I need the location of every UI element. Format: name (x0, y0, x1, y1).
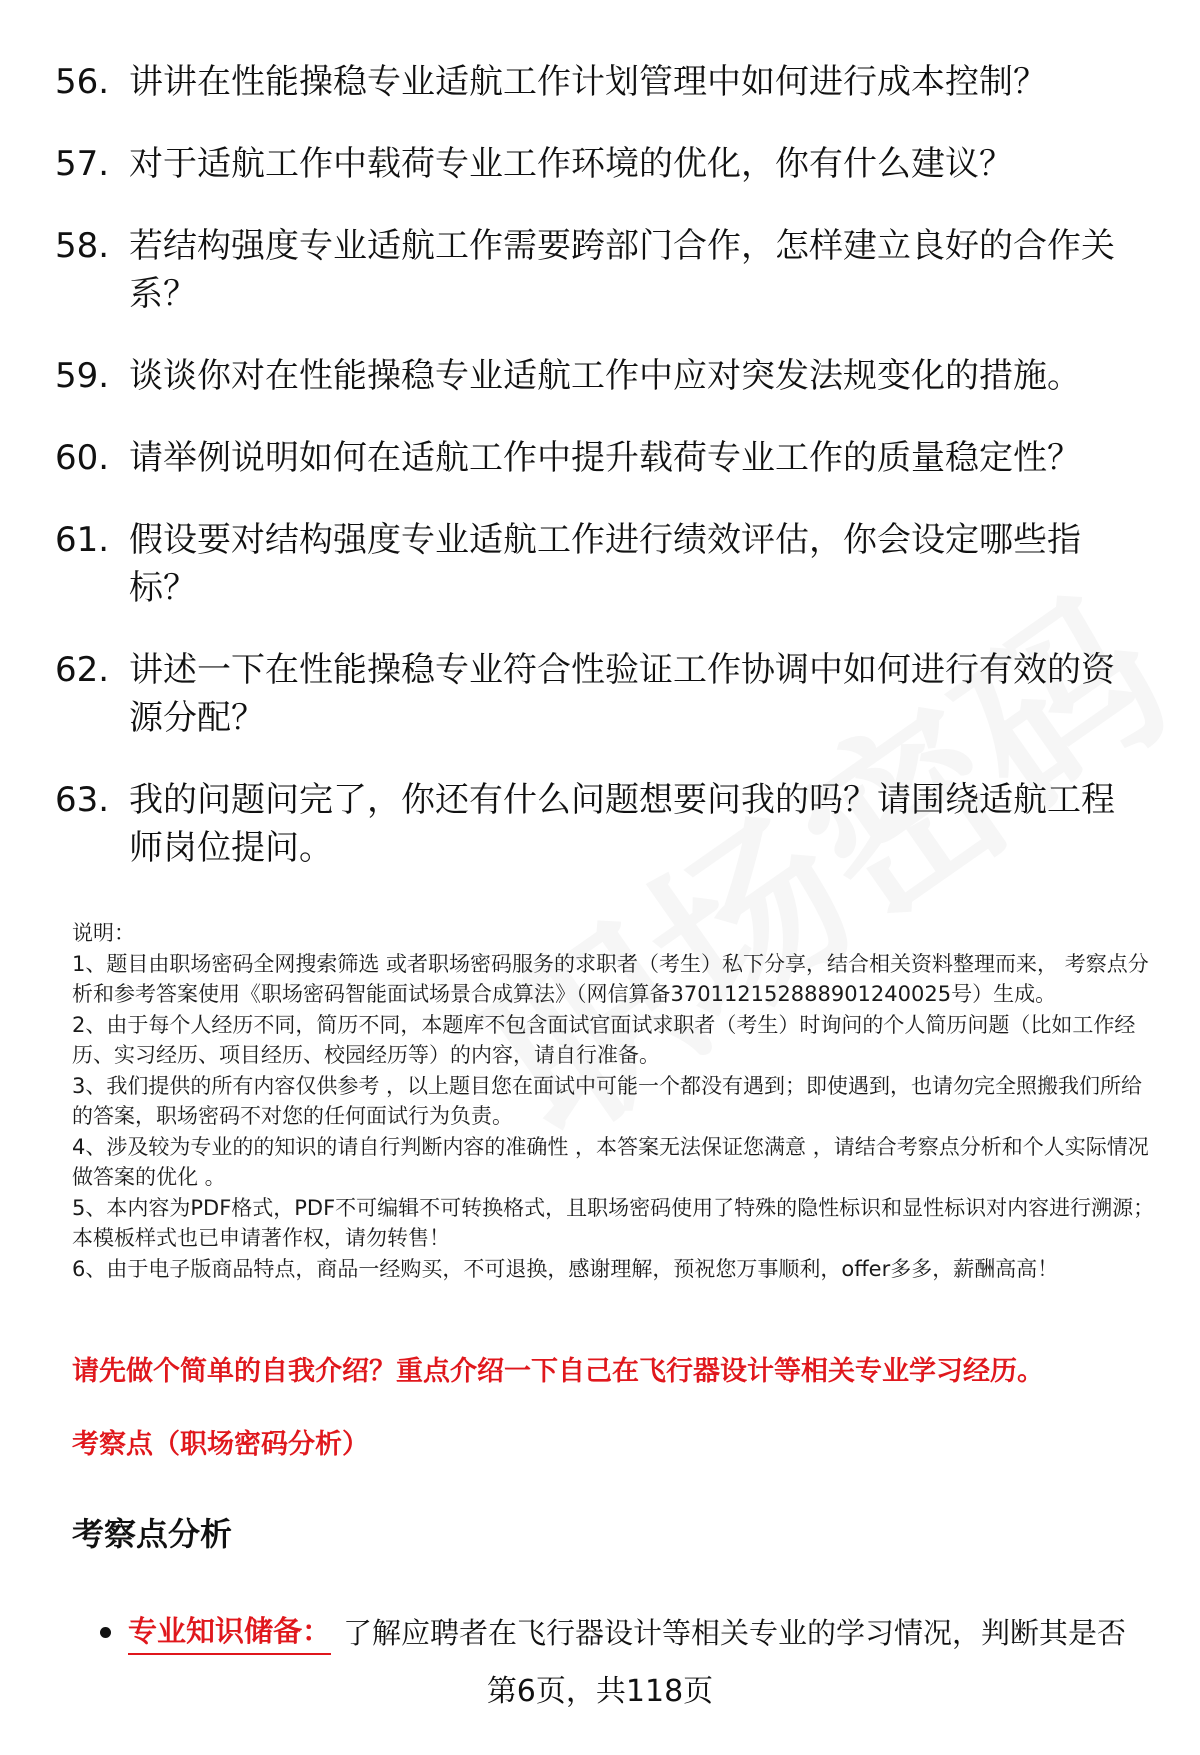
question-item (55, 434, 1155, 482)
note-item: 4、涉及较为专业的的知识的请自行判断内容的准确性 ，本答案无法保证您满意 ，请结合考察点分析和个人实际情况做答案的优化 。 (72, 1134, 1149, 1189)
question-item (55, 646, 1155, 742)
question-text: 若结构强度专业适航工作需要跨部门合作，怎样建立良好的合作关系？ (129, 226, 1115, 314)
question-text: 假设要对结构强度专业适航工作进行绩效评估，你会设定哪些指标？ (129, 520, 1081, 608)
featured-question: 请先做个简单的自我介绍？重点介绍一下自己在飞行器设计等相关专业学习经历。 (72, 1356, 1044, 1387)
question-item (55, 516, 1155, 612)
question-item (55, 352, 1155, 400)
question-item (55, 58, 1155, 106)
note-item: 3、我们提供的所有内容仅供参考 ，以上题目您在面试中可能一个都没有遇到；即使遇到，也请勿完全照搬我们所给的答案，职场密码不对您的任何面试行为负责。 (72, 1073, 1143, 1128)
bullet-dot-icon (100, 1627, 111, 1638)
notes-title: 说明： (72, 921, 135, 945)
question-number: 59. (55, 356, 110, 396)
question-text: 讲讲在性能操稳专业适航工作计划管理中如何进行成本控制？ (129, 62, 1047, 102)
section-heading: 考察点分析 (72, 1515, 233, 1553)
note-item: 6、由于电子版商品特点，商品一经购买，不可退换，感谢理解，预祝您万事顺利，offer多多，薪酬高高！ (72, 1256, 1059, 1281)
analysis-subtitle: 考察点（职场密码分析） (72, 1429, 369, 1460)
question-text: 我的问题问完了，你还有什么问题想要问我的吗？请围绕适航工程师岗位提问。 (129, 780, 1115, 868)
question-text: 谈谈你对在性能操稳专业适航工作中应对突发法规变化的措施。 (129, 356, 1081, 396)
question-text: 对于适航工作中载荷专业工作环境的优化，你有什么建议？ (129, 144, 1013, 184)
notes-section (72, 918, 1162, 1284)
question-number: 56. (55, 62, 110, 102)
question-list (55, 58, 1155, 906)
question-item (55, 222, 1155, 318)
question-number: 57. (55, 144, 110, 184)
question-number: 60. (55, 438, 110, 478)
bullet-label: 专业知识储备： (128, 1610, 331, 1655)
question-item (55, 776, 1155, 872)
note-item: 5、本内容为PDF格式，PDF不可编辑不可转换格式，且职场密码使用了特殊的隐性标识和显性标识对内容进行溯源；本模板样式也已申请著作权，请勿转售！ (72, 1195, 1155, 1250)
question-text: 请举例说明如何在适航工作中提升载荷专业工作的质量稳定性？ (129, 438, 1081, 478)
question-text: 讲述一下在性能操稳专业符合性验证工作协调中如何进行有效的资源分配？ (129, 650, 1115, 738)
bullet-item (100, 1610, 1160, 1655)
bullet-text: 了解应聘者在飞行器设计等相关专业的学习情况，判断其是否 (343, 1615, 1127, 1650)
question-item (55, 140, 1155, 188)
question-number: 62. (55, 650, 110, 690)
note-item: 1、题目由职场密码全网搜索筛选 或者职场密码服务的求职者（考生）私下分享，结合相关资料整理而来， 考察点分析和参考答案使用《职场密码智能面试场景合成算法》（网信算备370112152888901240025号）生成。 (72, 951, 1149, 1006)
question-number: 63. (55, 780, 110, 820)
question-number: 61. (55, 520, 110, 560)
question-number: 58. (55, 226, 110, 266)
note-item: 2、由于每个人经历不同，简历不同，本题库不包含面试官面试求职者（考生）时询问的个人简历问题（比如工作经历、实习经历、项目经历、校园经历等）的内容，请自行准备。 (72, 1012, 1136, 1067)
page-number: 第6页，共118页 (486, 1674, 714, 1709)
